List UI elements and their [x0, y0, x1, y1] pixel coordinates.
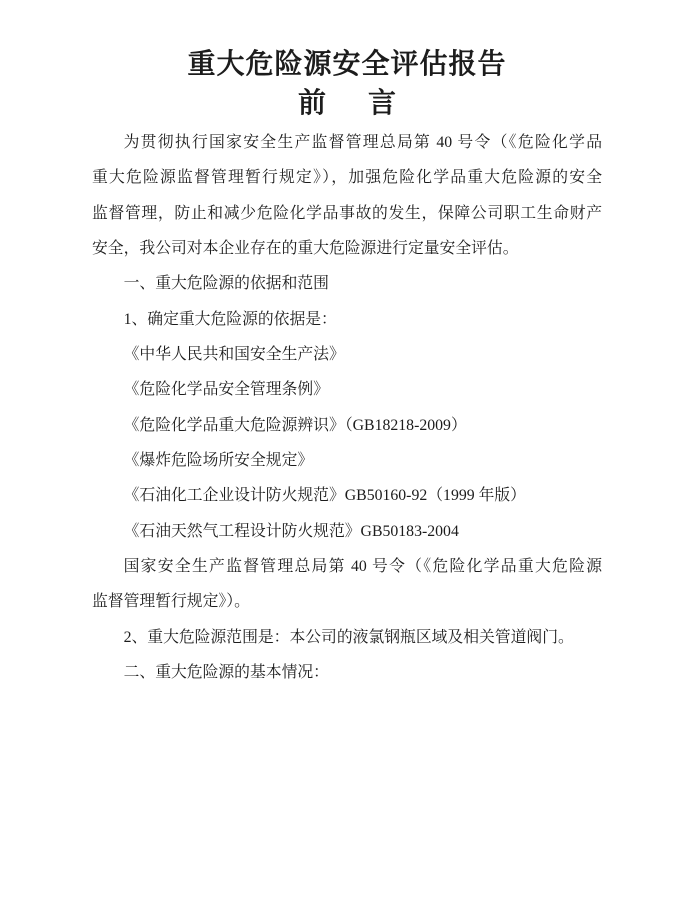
text-line: 《危险化学品安全管理条例》 [123, 381, 329, 399]
text-line: 监督管理暂行规定》）。 [92, 593, 250, 611]
text-line: 安全，我公司对本企业存在的重大危险源进行定量安全评估。 [92, 240, 519, 258]
text-line: 为贯彻执行国家安全生产监督管理总局第 40 号令（《危险化学品 [123, 134, 602, 151]
section-heading: 前 言 [297, 88, 403, 119]
text-line: 国家安全生产监督管理总局第 40 号令（《危险化学品重大危险源 [123, 558, 602, 576]
text-line: 二、重大危险源的基本情况： [123, 664, 329, 682]
text-line: 重大危险源监督管理暂行规定》），加强危险化学品重大危险源的安全 [92, 169, 602, 187]
text-line: 《石油化工企业设计防火规范》GB50160-92（1999 年版） [123, 487, 526, 505]
text-line: 《危险化学品重大危险源辨识》（GB18218-2009） [123, 416, 467, 434]
text-line: 《石油天然气工程设计防火规范》GB50183-2004 [123, 522, 459, 540]
document-body [92, 125, 602, 691]
text-line: 1、确定重大危险源的依据是： [123, 310, 337, 328]
text-line: 《中华人民共和国安全生产法》 [123, 346, 345, 364]
text-line: 监督管理，防止和减少危险化学品事故的发生，保障公司职工生命财产 [92, 204, 602, 222]
page-title: 重大危险源安全评估报告 [187, 49, 507, 80]
text-line: 《爆炸危险场所安全规定》 [123, 452, 314, 470]
text-line: 2、重大危险源范围是：本公司的液氯钢瓶区域及相关管道阀门。 [123, 628, 574, 646]
text-line: 一、重大危险源的依据和范围 [123, 275, 329, 293]
